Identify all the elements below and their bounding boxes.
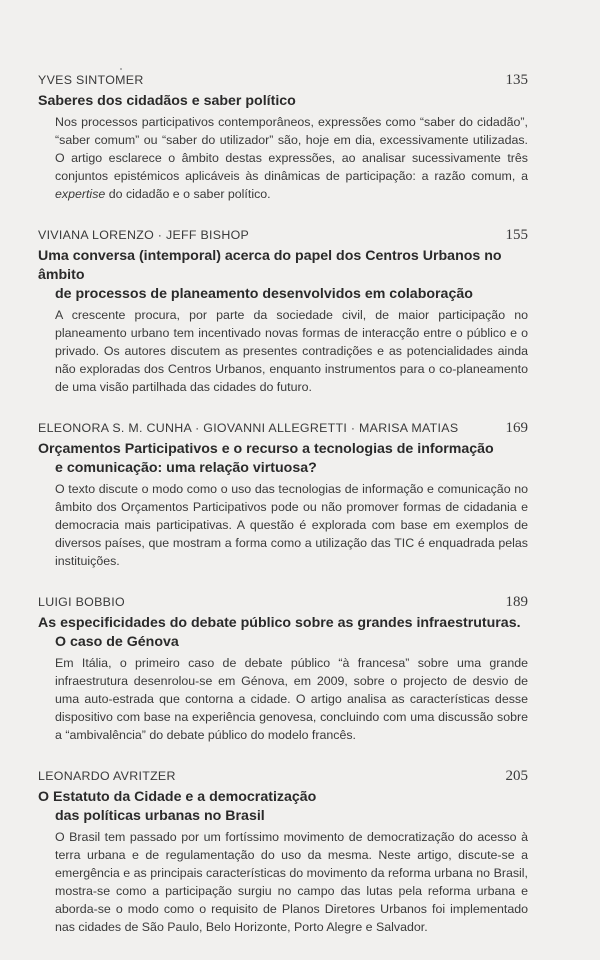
entry-title: [38, 440, 528, 478]
entry-title-line1: As especificidades do debate público sobre as grandes infraestruturas.: [38, 615, 521, 631]
entry-author: LUIGI BOBBIO: [38, 595, 125, 609]
entry-title-line2: O caso de Génova: [55, 634, 179, 650]
toc-entry-lorenzo-bishop: [38, 227, 528, 396]
entry-page-number: 169: [505, 420, 528, 436]
entry-meta: [38, 420, 528, 440]
paper-speck: [120, 68, 122, 70]
toc-entry-bobbio: [38, 594, 528, 744]
entry-title-line2: de processos de planeamento desenvolvidos em colaboração: [55, 286, 473, 302]
entry-meta: [38, 72, 528, 92]
entry-title-line2: das políticas urbanas no Brasil: [55, 808, 265, 824]
abstract-text: Nos processos participativos contemporâneos, expressões como “saber do cidadão”, “saber comum” ou “saber do utilizador” são, hoje em dia, excessivamente utilizadas. O artigo esclarece o âmbito destas expressões, ao analisar sucessivamente três conjuntos epistémicos aplicáveis às dinâmicas de participação: a razão comum, a: [55, 115, 528, 183]
entry-title: [38, 247, 528, 304]
toc-entry-cunha-allegretti-matias: [38, 420, 528, 570]
entry-author: LEONARDO AVRITZER: [38, 769, 176, 783]
entry-meta: [38, 594, 528, 614]
abstract-italic-term: expertise: [55, 187, 106, 201]
toc-entry-sintomer: [38, 72, 528, 203]
entry-title-line1: Uma conversa (intemporal) acerca do papel dos Centros Urbanos no âmbito: [38, 248, 502, 283]
entry-abstract: A crescente procura, por parte da sociedade civil, de maior participação no planeamento urbano tem incentivado novas formas de interacção entre o público e o privado. Os autores discutem as presentes contradições e as potencialidades ainda não exploradas dos Centros Urbanos, enquanto instrumentos para o co-planeamento de uma visão partilhada das cidades do futuro.: [55, 308, 528, 394]
entry-abstract: O texto discute o modo como o uso das tecnologias de informação e comunicação no âmbito dos Orçamentos Participativos pode ou não promover formas de cidadania e democracia mais participativas. A questão é explorada com base em exemplos de diversos países, que mostram a forma como a utilização das TIC é enquadrada pelas instituições.: [55, 482, 528, 568]
entry-title-line1: O Estatuto da Cidade e a democratização: [38, 789, 317, 805]
entry-title: [38, 788, 528, 826]
entry-title: [38, 614, 528, 652]
entry-page-number: 205: [505, 768, 528, 784]
entry-title: [38, 92, 528, 111]
entry-title-line2: e comunicação: uma relação virtuosa?: [55, 460, 317, 476]
entry-author: YVES SINTOMER: [38, 73, 144, 87]
entry-meta: [38, 227, 528, 247]
entry-title-line1: Saberes dos cidadãos e saber político: [38, 93, 296, 109]
entry-abstract: Em Itália, o primeiro caso de debate público “à francesa” sobre uma grande infraestrutura desenrolou-se em Génova, em 2009, sobre o projecto de desvio de uma auto-estrada que contorna a cidade. O artigo analisa as características desse dispositivo com base na experiência genovesa, concluindo com uma discussão sobre a “ambivalência” do debate público do modelo francês.: [55, 656, 528, 742]
entry-author: VIVIANA LORENZO · JEFF BISHOP: [38, 228, 250, 242]
entry-meta: [38, 768, 528, 788]
entry-page-number: 155: [505, 227, 528, 243]
entry-page-number: 189: [505, 594, 528, 610]
entry-title-line1: Orçamentos Participativos e o recurso a tecnologias de informação: [38, 441, 494, 457]
table-of-contents: [38, 72, 528, 960]
entry-abstract: [38, 113, 528, 203]
entry-page-number: 135: [505, 72, 528, 88]
entry-author: ELEONORA S. M. CUNHA · GIOVANNI ALLEGRETTI · MARISA MATIAS: [38, 421, 459, 435]
abstract-text-end: do cidadão e o saber político.: [105, 187, 271, 201]
toc-entry-avritzer: [38, 768, 528, 936]
entry-abstract: O Brasil tem passado por um fortíssimo movimento de democratização do acesso à terra urbana e de regulamentação do uso da mesma. Neste artigo, discute-se a emergência e as principais características do movimento da reforma urbana no Brasil, mostra-se como a participação surgiu no campo das lutas pela reforma urbana e aborda-se o modo como o requisito de Planos Diretores Urbanos foi implementado nas cidades de São Paulo, Belo Horizonte, Porto Alegre e Salvador.: [55, 830, 528, 934]
